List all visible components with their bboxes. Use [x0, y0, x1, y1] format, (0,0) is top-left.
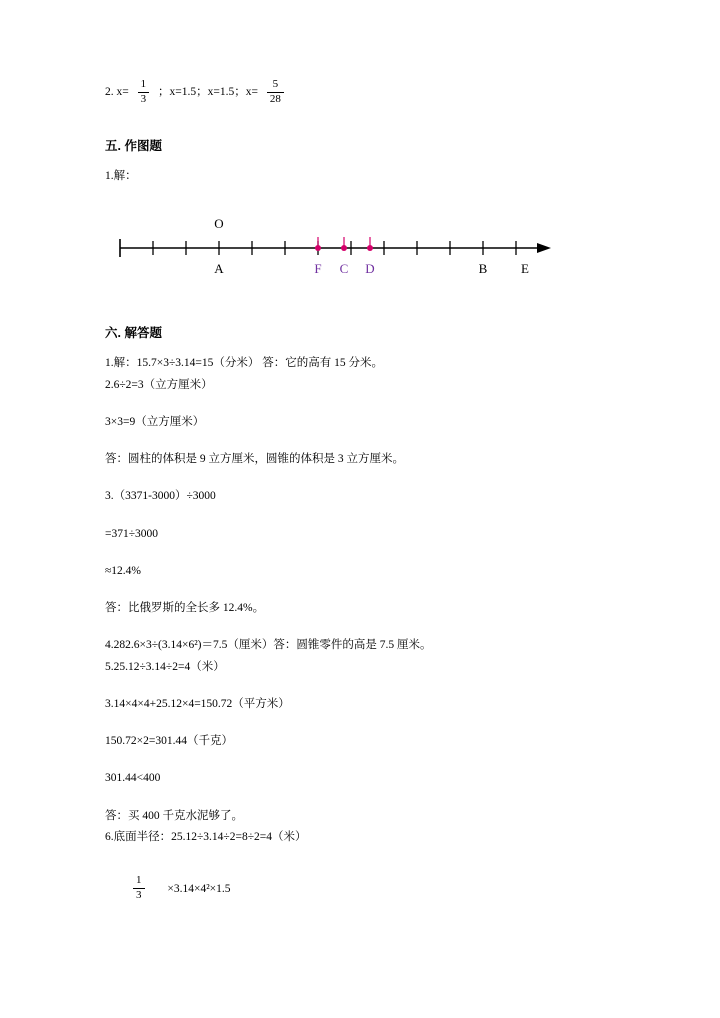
- solution-line: 1.解：15.7×3÷3.14=15（分米） 答：它的高有 15 分米。: [105, 357, 384, 370]
- answer-line-2-prefix: 2. x=: [105, 86, 129, 99]
- final-expression-text: ×3.14×4²×1.5: [167, 882, 231, 895]
- section-five-heading: 五. 作图题: [105, 139, 162, 154]
- answer-line-2-middle: ；x=1.5；x=1.5；x=: [158, 86, 258, 99]
- marked-points: [315, 237, 373, 251]
- solution-line: 5.25.12÷3.14÷2=4（米）: [105, 660, 225, 673]
- document-content: [105, 80, 625, 914]
- solution-line: 答：比俄罗斯的全长多 12.4%。: [105, 602, 265, 615]
- section-six-heading: 六. 解答题: [105, 326, 162, 341]
- spacer: [105, 293, 625, 323]
- point-label-A: A: [214, 261, 224, 277]
- solution-line: 答：圆柱的体积是 9 立方厘米，圆锥的体积是 3 立方厘米。: [105, 453, 404, 466]
- point-label-D: D: [365, 261, 375, 277]
- solution-line: 150.72×2=301.44（千克）: [105, 735, 233, 748]
- point-label-E: E: [521, 261, 529, 277]
- final-expression: [105, 876, 625, 902]
- solution-line: =371÷3000: [105, 527, 159, 540]
- number-line-svg: [105, 203, 565, 293]
- fraction-five-twentyeighths: [267, 79, 284, 105]
- solution-line: 4.282.6×3÷(3.14×6²)＝7.5（厘米）答：圆锥零件的高是 7.5 厘米。: [105, 639, 432, 652]
- point-label-B: B: [478, 261, 488, 277]
- solution-line: ≈12.4%: [105, 564, 142, 577]
- fraction-one-third: [133, 875, 145, 901]
- solution-line: 3.14×4×4+25.12×4=150.72（平方米）: [105, 697, 290, 710]
- solution-line: 2.6÷2=3（立方厘米）: [105, 378, 213, 391]
- fraction-numerator: 1: [138, 79, 150, 93]
- fraction-denominator: 3: [136, 888, 142, 901]
- axis-arrow: [537, 243, 551, 253]
- answer-line-2: [105, 80, 625, 106]
- point-label-O: O: [214, 216, 224, 232]
- number-line-figure: [105, 203, 625, 293]
- fraction-numerator: 1: [133, 875, 145, 889]
- fraction-denominator: 3: [140, 92, 147, 105]
- section-five-item-1: 1.解：: [105, 170, 137, 183]
- fraction-denominator: 28: [269, 92, 281, 105]
- solution-line: 6.底面半径：25.12÷3.14÷2=8÷2=4（米）: [105, 830, 307, 843]
- spacer: [105, 118, 625, 136]
- fraction-numerator: 5: [267, 79, 284, 93]
- solution-line: 3×3=9（立方厘米）: [105, 415, 205, 428]
- fraction-one-third: [138, 79, 150, 105]
- point-label-C: C: [339, 261, 349, 277]
- solution-line: 3.（3371-3000）÷3000: [105, 490, 216, 503]
- spacer: [105, 858, 625, 876]
- point-label-F: F: [314, 261, 322, 277]
- solution-line: 答：买 400 千克水泥够了。: [105, 809, 243, 822]
- solution-line: 301.44<400: [105, 772, 161, 785]
